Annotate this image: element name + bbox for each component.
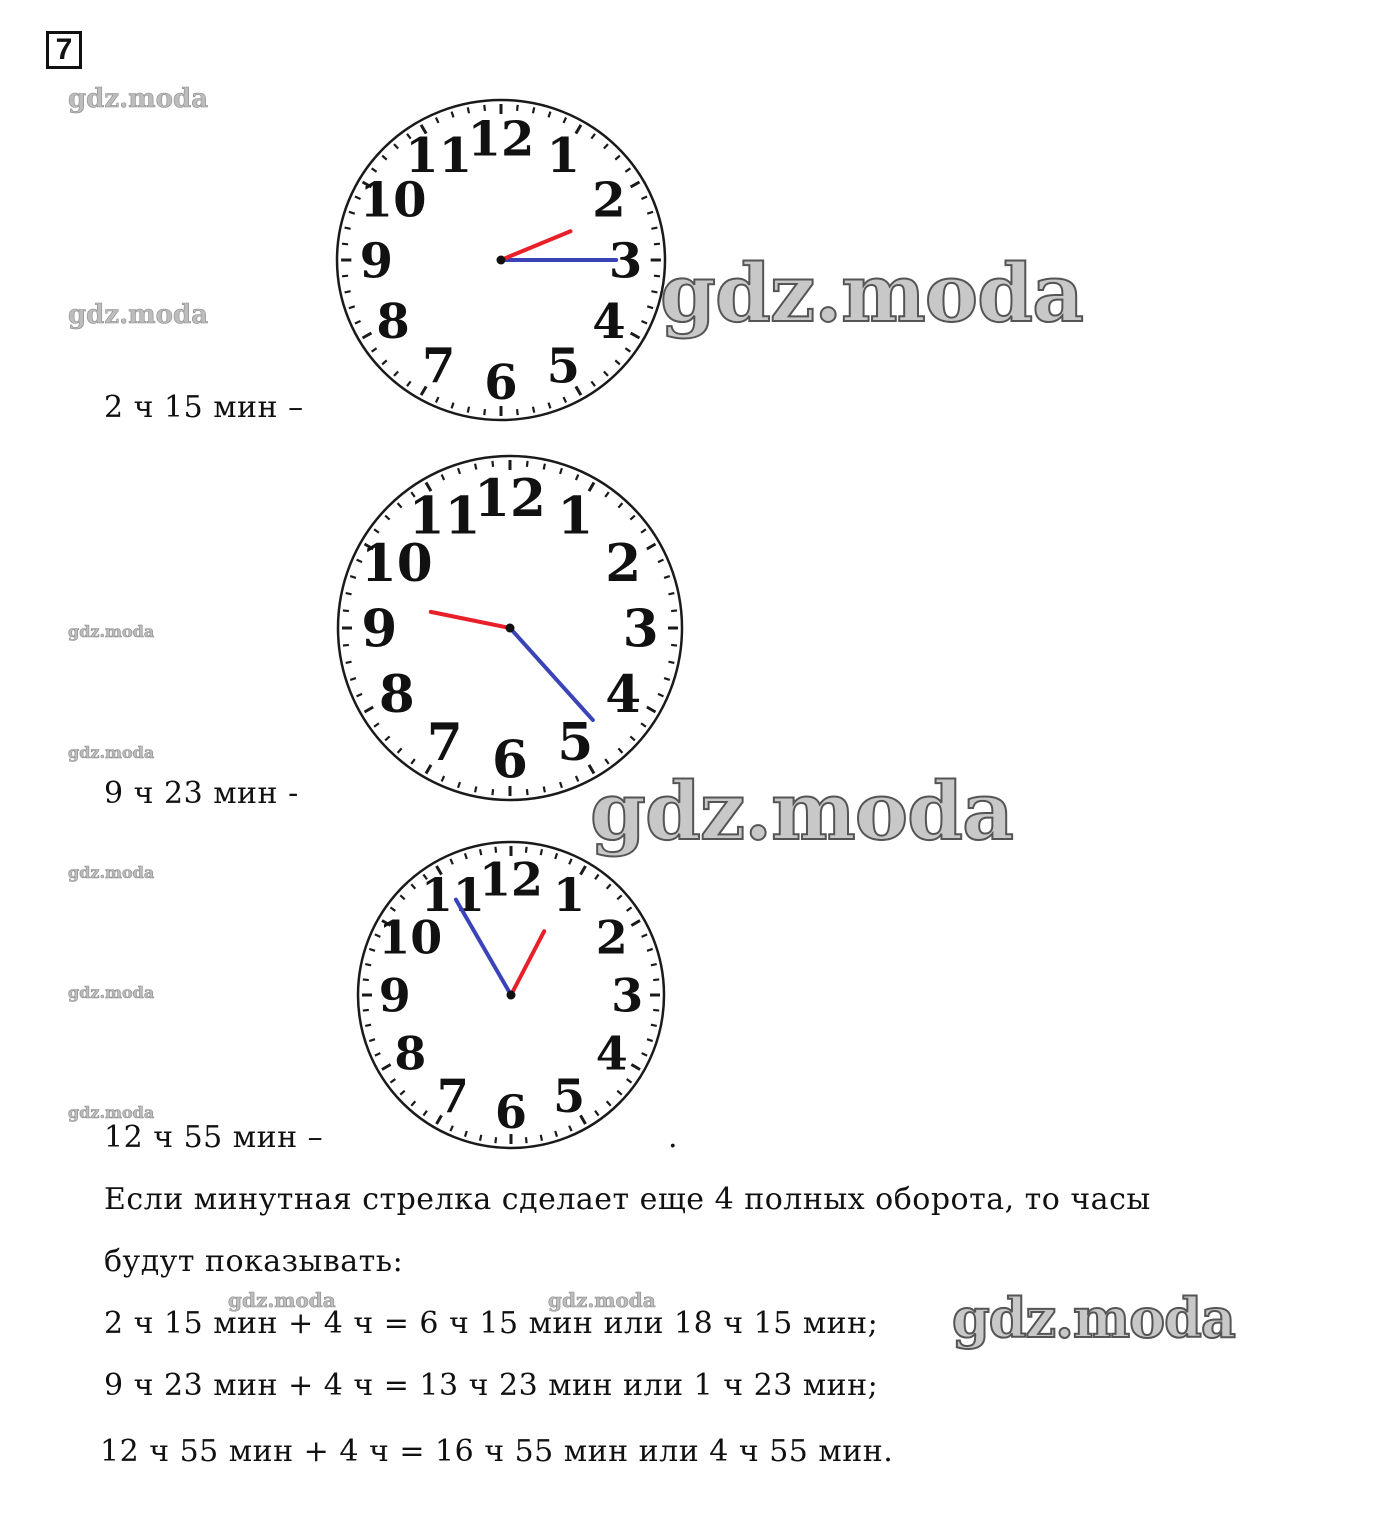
clock-tick (365, 1025, 371, 1026)
watermark: gdz.moda (548, 1288, 656, 1312)
clock-caption: 12 ч 55 мин – (104, 1120, 324, 1155)
text-line: будут показывать: (104, 1244, 404, 1279)
clock-numeral: 11 (405, 127, 473, 184)
clock-numeral: 9 (378, 968, 411, 1023)
clock-caption: 9 ч 23 мин - (104, 776, 299, 811)
clock-numeral: 6 (492, 730, 528, 791)
clock-tick (651, 1025, 657, 1026)
clock-caption: 2 ч 15 мин – (104, 390, 304, 425)
clock-tick (671, 610, 677, 611)
clock-tick (343, 610, 349, 611)
clock-face (354, 838, 668, 1152)
clock-numeral: 7 (426, 712, 463, 773)
clock-numeral: 3 (622, 599, 659, 660)
clock-caption-period: . (668, 1120, 679, 1155)
clock-tick (345, 291, 351, 292)
clock-numeral: 3 (611, 968, 644, 1023)
clock-tick (654, 244, 660, 245)
clock-numeral: 10 (359, 172, 427, 229)
clock-numeral: 1 (553, 867, 586, 922)
clock-numeral: 12 (479, 852, 543, 907)
clock-numeral: 12 (474, 468, 546, 529)
clock-numeral: 7 (421, 338, 456, 395)
clock-tick (363, 979, 369, 980)
clock-numeral: 1 (546, 127, 581, 184)
clock-tick (492, 461, 493, 467)
clock-numeral: 3 (608, 233, 643, 290)
clock-tick (651, 291, 657, 292)
watermark: gdz.moda (68, 300, 209, 330)
clock-numeral: 7 (436, 1069, 469, 1124)
clock-tick (346, 593, 352, 594)
clock-tick (651, 964, 657, 965)
clock-tick (541, 1135, 542, 1141)
text-line: 9 ч 23 мин + 4 ч = 13 ч 23 мин или 1 ч 23 мин; (104, 1368, 879, 1403)
clock-numeral: 10 (378, 910, 443, 965)
clock-face (334, 452, 686, 804)
text-line: 2 ч 15 мин + 4 ч = 6 ч 15 мин или 18 ч 15 мин; (104, 1306, 879, 1341)
clock-face (333, 96, 669, 424)
clock-numeral: 11 (420, 867, 485, 922)
clock-numeral: 1 (557, 486, 594, 547)
clock-tick (346, 662, 352, 663)
clock-numeral: 4 (592, 294, 626, 351)
clock-tick (653, 1010, 659, 1011)
clock-tick (345, 228, 351, 229)
clock-numeral: 8 (378, 664, 415, 725)
text-line: Если минутная стрелка сделает еще 4 полных оборота, то часы (104, 1182, 1151, 1217)
clock-numeral: 2 (605, 534, 642, 595)
watermark: gdz.moda (590, 764, 1013, 858)
text-line: 12 ч 55 мин + 4 ч = 16 ч 55 мин или 4 ч 55 мин. (100, 1434, 894, 1469)
clock-numeral: 9 (359, 233, 394, 290)
clock-numeral: 8 (376, 294, 410, 351)
clock-tick (343, 645, 349, 646)
clock-tick (671, 645, 677, 646)
clock-numeral: 6 (495, 1084, 527, 1139)
clock-tick (668, 593, 674, 594)
watermark: gdz.moda (68, 863, 155, 882)
clock-tick (517, 105, 518, 111)
clock-numeral: 4 (595, 1026, 628, 1081)
watermark: gdz.moda (68, 1103, 155, 1122)
watermark: gdz.moda (228, 1288, 336, 1312)
clock-tick (363, 1010, 369, 1011)
clock-numeral: 5 (553, 1069, 586, 1124)
clock-tick (653, 979, 659, 980)
clock-tick (544, 786, 545, 792)
clock-tick (533, 407, 534, 413)
watermark: gdz.moda (660, 246, 1083, 340)
clock-numeral: 2 (595, 910, 628, 965)
clock-tick (651, 228, 657, 229)
watermark: gdz.moda (68, 983, 155, 1002)
clock-numeral: 11 (408, 486, 481, 547)
clock-numeral: 5 (557, 712, 594, 773)
clock-tick (365, 964, 371, 965)
clock-tick (484, 105, 485, 111)
task-number: 7 (46, 31, 82, 69)
clock-tick (668, 662, 674, 663)
clock-tick (480, 1135, 481, 1141)
clock-tick (468, 407, 469, 413)
watermark: gdz.moda (68, 622, 155, 641)
watermark: gdz.moda (68, 743, 155, 762)
clock-numeral: 8 (394, 1026, 427, 1081)
clock-tick (342, 276, 348, 277)
clock-tick (342, 244, 348, 245)
clock-center (497, 256, 506, 265)
clock-numeral: 6 (484, 354, 518, 411)
clock-numeral: 12 (467, 111, 535, 168)
clock-numeral: 5 (546, 338, 581, 395)
clock-tick (475, 786, 476, 792)
watermark: gdz.moda (68, 84, 209, 114)
clock-numeral: 2 (592, 172, 626, 229)
watermark: gdz.moda (952, 1286, 1235, 1350)
clock-numeral: 9 (361, 599, 398, 660)
clock-numeral: 10 (360, 534, 433, 595)
clock-center (506, 624, 515, 633)
clock-numeral: 4 (605, 664, 642, 725)
clock-tick (527, 461, 528, 467)
clock-center (507, 991, 516, 1000)
